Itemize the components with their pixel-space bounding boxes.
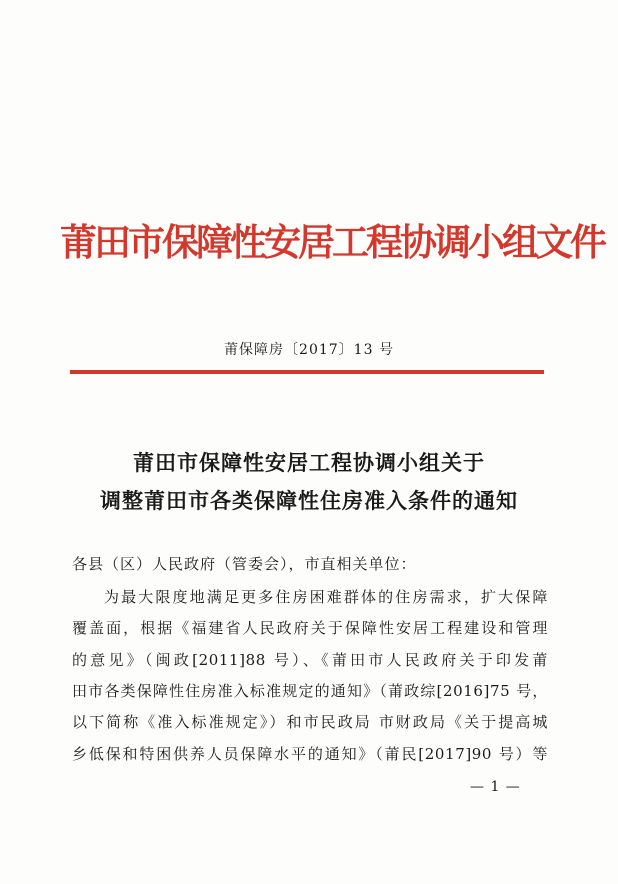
notice-title-line-1: 莆田市保障性安居工程协调小组关于: [133, 450, 485, 475]
body-line: 乡低保和特困供养人员保障水平的通知》（莆民[2017]90 号）等: [72, 745, 548, 763]
document-number: 莆保障房〔2017〕13 号: [224, 342, 394, 358]
notice-title-line-2: 调整莆田市各类保障性住房准入条件的通知: [100, 488, 518, 513]
body-line: 田市各类保障性住房准入标准规定的通知》（莆政综[2016]75 号，: [72, 682, 548, 700]
body-line: 覆盖面，根据《福建省人民政府关于保障性安居工程建设和管理: [72, 619, 548, 637]
issuer-title: 莆田市保障性安居工程协调小组文件: [60, 220, 604, 264]
body-line: 以下简称《准入标准规定》）和市民政局 市财政局《关于提高城: [72, 713, 548, 731]
page-number: — 1 —: [470, 779, 521, 795]
body-line: 的意见》（闽政[2011]88 号）、《莆田市人民政府关于印发莆: [72, 651, 548, 669]
red-divider: [70, 370, 544, 374]
addressee: 各县（区）人民政府（管委会），市直相关单位：: [72, 555, 417, 573]
body-line: 为最大限度地满足更多住房困难群体的住房需求，扩大保障: [104, 588, 548, 606]
